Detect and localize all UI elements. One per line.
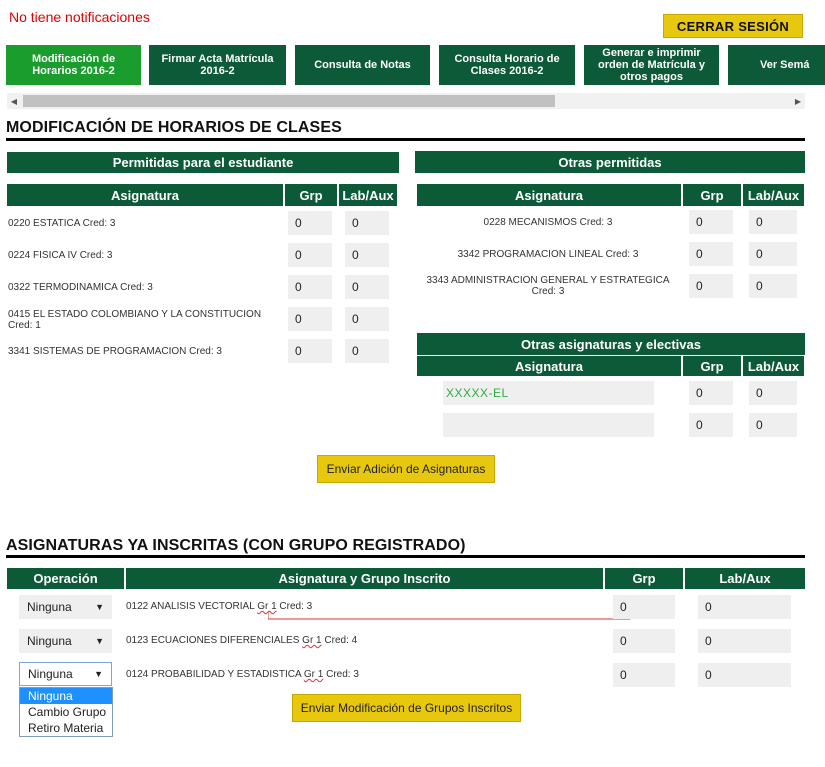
electivas-heading: Otras asignaturas y electivas [417,333,805,355]
permitidas-col-lab: Lab/Aux [339,184,397,206]
otras-lab-input[interactable]: 0 [749,274,797,298]
tab-consulta-horario[interactable]: Consulta Horario de Clases 2016-2 [439,45,575,85]
section-title-inscritas: ASIGNATURAS YA INSCRITAS (CON GRUPO REGISTRADO) [6,537,466,554]
scroll-left-icon[interactable]: ◀ [10,96,18,106]
operation-select[interactable] [19,629,112,653]
operation-select-value: Ninguna [28,667,73,681]
electivas-grp-input[interactable]: 0 [689,413,733,437]
otras-col-grp: Grp [683,184,741,206]
enviar-adicion-button[interactable]: Enviar Adición de Asignaturas [317,455,495,483]
scroll-thumb[interactable] [23,95,555,107]
otras-col-lab: Lab/Aux [743,184,804,206]
tab-consulta-notas[interactable]: Consulta de Notas [295,45,430,85]
otras-subject: 0228 MECANISMOS Cred: 3 [483,217,613,228]
inscrita-grp-input[interactable]: 0 [613,663,675,687]
inscritas-col-lab: Lab/Aux [685,568,805,589]
elective-code-input[interactable]: XXXXX-EL [443,381,654,405]
inscritas-col-operacion: Operación [7,568,124,589]
permitidas-subject: 0220 ESTATICA Cred: 3 [8,218,116,229]
elective-code-input[interactable] [443,413,654,437]
dropdown-option-retiro-materia[interactable]: Retiro Materia [28,721,104,735]
electivas-lab-input[interactable]: 0 [749,381,797,405]
permitidas-grp-input[interactable]: 0 [288,275,332,299]
otras-grp-input[interactable]: 0 [689,274,733,298]
logout-button[interactable]: CERRAR SESIÓN [663,14,803,38]
inscrita-subject [126,635,357,646]
permitidas-lab-input[interactable]: 0 [345,339,389,363]
inscrita-grp-input[interactable]: 0 [613,629,675,653]
inscrita-group: Gr 1 [257,601,277,612]
permitidas-subject: 3341 SISTEMAS DE PROGRAMACION Cred: 3 [8,346,222,357]
inscrita-credits: Cred: 3 [326,669,359,680]
inscrita-group: Gr 1 [303,669,324,680]
chevron-down-icon: ▼ [95,636,104,646]
permitidas-lab-input[interactable]: 0 [345,307,389,331]
permitidas-col-asignatura: Asignatura [7,184,283,206]
chevron-down-icon: ▼ [94,669,103,679]
dropdown-option-cambio-grupo[interactable]: Cambio Grupo [28,705,107,719]
notifications-text: No tiene notificaciones [9,9,150,25]
inscritas-col-grp: Grp [605,568,683,589]
dropdown-option-ninguna[interactable]: Ninguna [20,688,112,704]
otras-lab-input[interactable]: 0 [749,242,797,266]
permitidas-grp-input[interactable]: 0 [288,211,332,235]
section-title-modificacion: MODIFICACIÓN DE HORARIOS DE CLASES [6,119,342,136]
otras-lab-input[interactable]: 0 [749,210,797,234]
section-divider [6,555,805,558]
inscritas-col-asignatura: Asignatura y Grupo Inscrito [126,568,603,589]
permitidas-heading: Permitidas para el estudiante [7,152,399,173]
operation-select[interactable] [19,595,112,619]
otras-subject: 3342 PROGRAMACION LINEAL Cred: 3 [457,249,639,260]
permitidas-subject: 0224 FISICA IV Cred: 3 [8,250,113,261]
operation-select-value: Ninguna [27,634,72,648]
permitidas-col-grp: Grp [285,184,337,206]
tab-modificacion-horarios[interactable]: Modificación de Horarios 2016-2 [6,45,141,85]
inscrita-subject-name: 0123 ECUACIONES DIFERENCIALES [126,635,300,646]
inscrita-subject-name: 0124 PROBABILIDAD Y ESTADISTICA [126,669,302,680]
permitidas-subject: 0415 EL ESTADO COLOMBIANO Y LA CONSTITUCION Cred: 1 [8,309,262,331]
spellcheck-underline [268,610,634,622]
operation-select[interactable] [19,662,112,686]
inscrita-lab-input[interactable]: 0 [698,595,791,619]
inscrita-credits: Cred: 4 [324,635,358,646]
permitidas-grp-input[interactable]: 0 [288,243,332,267]
scroll-right-icon[interactable]: ▶ [794,96,802,106]
electivas-col-asignatura: Asignatura [417,356,681,376]
operation-dropdown-list[interactable] [19,687,113,737]
permitidas-grp-input[interactable]: 0 [288,339,332,363]
inscrita-subject-name: 0122 ANALISIS VECTORIAL [126,601,255,612]
enviar-modificacion-button[interactable]: Enviar Modificación de Grupos Inscritos [292,694,521,722]
operation-select-value: Ninguna [27,600,72,614]
otras-col-asignatura: Asignatura [417,184,681,206]
tab-firmar-acta[interactable]: Firmar Acta Matrícula 2016-2 [149,45,286,85]
inscrita-group: Gr 1 [302,635,322,646]
electivas-grp-input[interactable]: 0 [689,381,733,405]
permitidas-lab-input[interactable]: 0 [345,275,389,299]
otras-heading: Otras permitidas [415,151,805,173]
permitidas-subject: 0322 TERMODINAMICA Cred: 3 [8,282,153,293]
otras-subject: 3343 ADMINISTRACION GENERAL Y ESTRATEGICA Cred: 3 [426,275,670,297]
inscrita-grp-input[interactable]: 0 [613,595,675,619]
electivas-col-grp: Grp [683,356,741,376]
permitidas-lab-input[interactable]: 0 [345,243,389,267]
section-divider [6,138,805,141]
horizontal-scrollbar[interactable] [7,93,805,109]
chevron-down-icon: ▼ [95,602,104,612]
otras-grp-input[interactable]: 0 [689,210,733,234]
inscrita-subject [126,669,359,680]
electivas-col-lab: Lab/Aux [743,356,804,376]
electivas-lab-input[interactable]: 0 [749,413,797,437]
permitidas-grp-input[interactable]: 0 [288,307,332,331]
inscrita-lab-input[interactable]: 0 [698,629,791,653]
inscrita-lab-input[interactable]: 0 [698,663,791,687]
otras-grp-input[interactable]: 0 [689,242,733,266]
tab-generar-orden[interactable]: Generar e imprimir orden de Matrícula y otros pagos [584,45,719,85]
inscrita-credits: Cred: 3 [279,601,313,612]
permitidas-lab-input[interactable]: 0 [345,211,389,235]
tab-ver-semaforo[interactable]: Ver Semá [728,45,825,85]
